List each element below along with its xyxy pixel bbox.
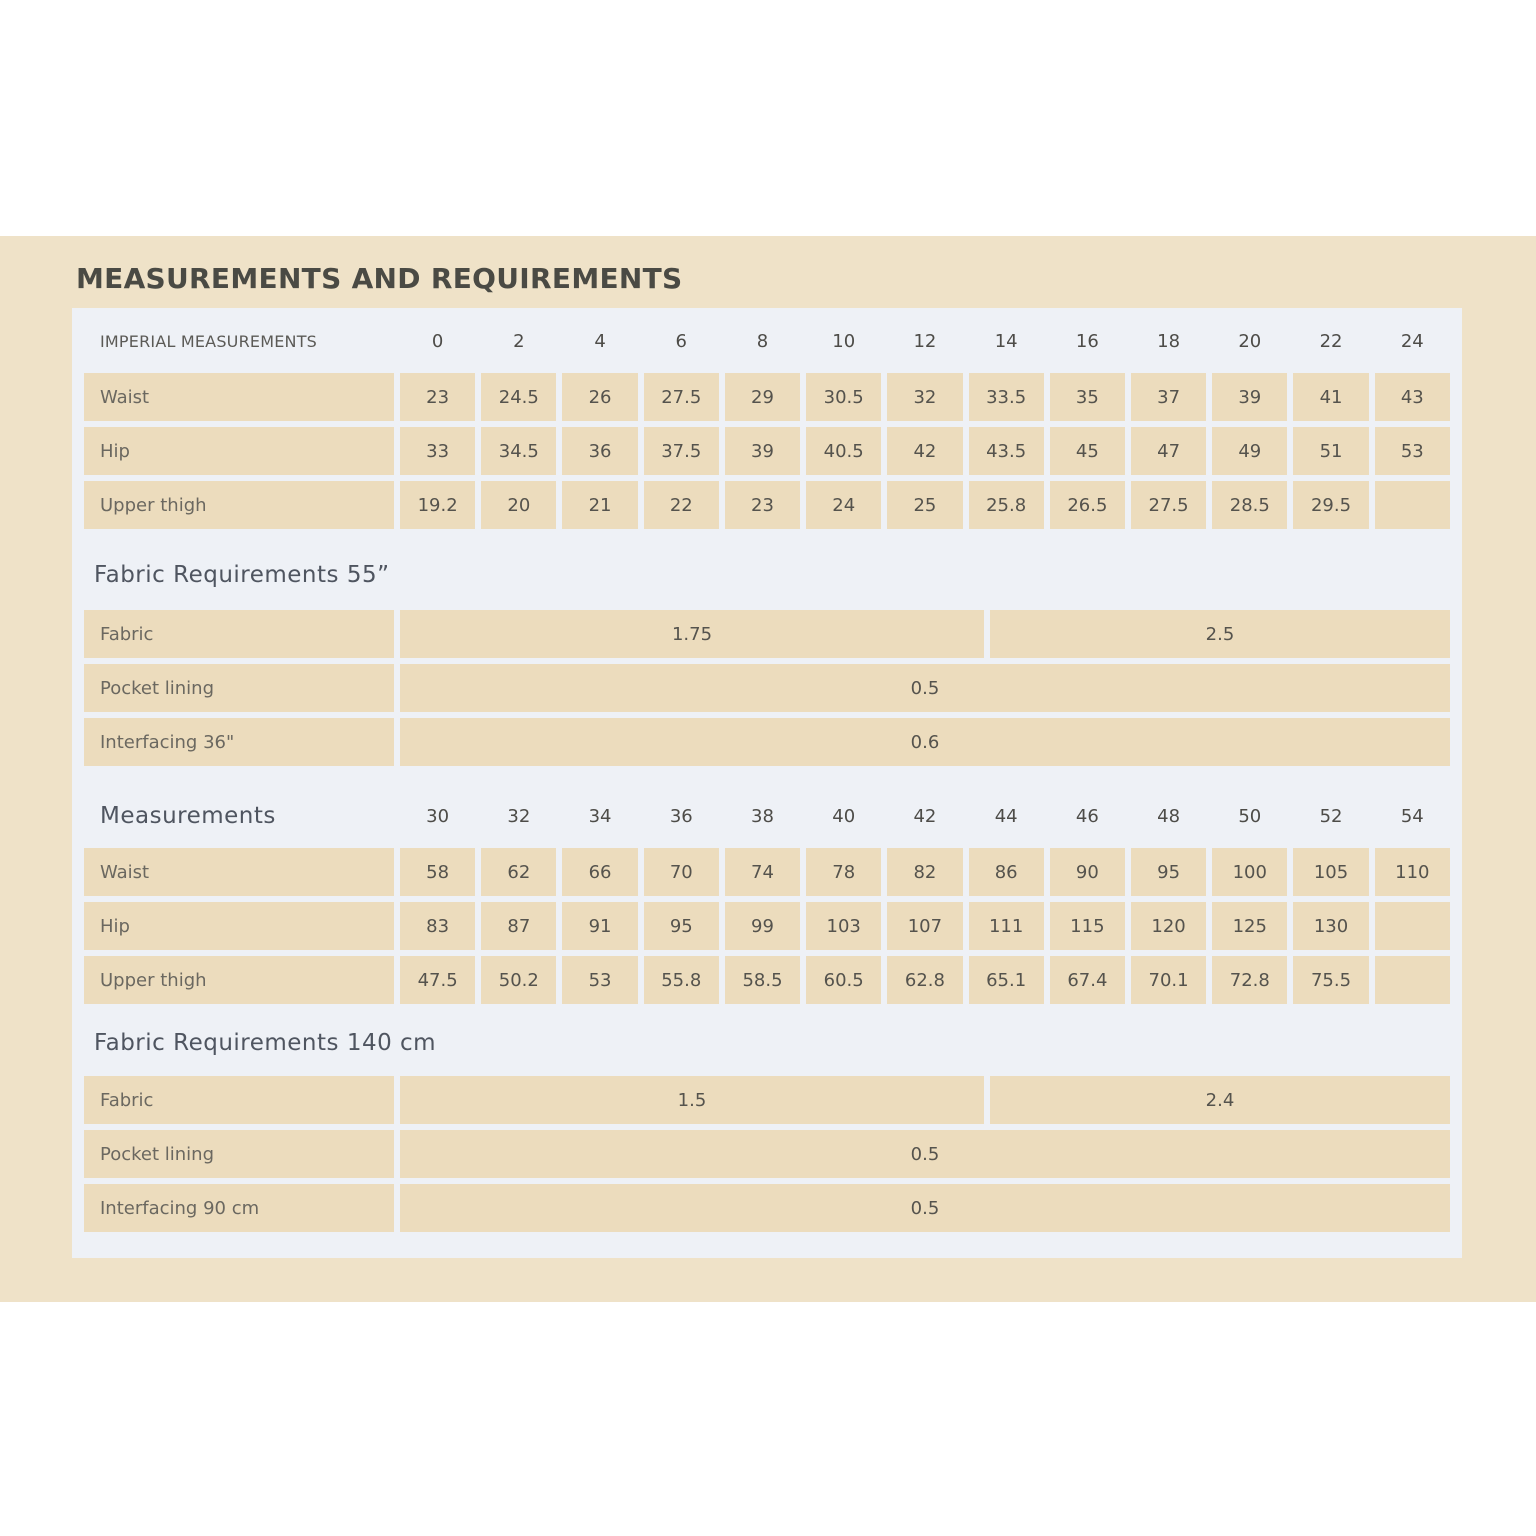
- table-cell: 41: [1293, 373, 1368, 421]
- table-cell: 87: [481, 902, 556, 950]
- size-header: 52: [1319, 805, 1343, 827]
- table-cell: 86: [969, 848, 1044, 896]
- table-row: [84, 718, 1450, 766]
- table-cell: 115: [1050, 902, 1125, 950]
- metric-fabric-table: [78, 1070, 1456, 1238]
- row-label: Pocket lining: [84, 664, 394, 712]
- table-cell: 83: [400, 902, 475, 950]
- interfacing-cell: 0.5: [400, 1184, 1450, 1232]
- table-cell: 39: [1212, 373, 1287, 421]
- size-header: 50: [1238, 805, 1262, 827]
- size-header: 12: [913, 330, 937, 352]
- table-cell: 72.8: [1212, 956, 1287, 1004]
- size-header: 22: [1319, 330, 1343, 352]
- table-cell: 21: [562, 481, 637, 529]
- table-cell: 43.5: [969, 427, 1044, 475]
- table-cell: 51: [1293, 427, 1368, 475]
- table-cell: 37: [1131, 373, 1206, 421]
- table-cell: 78: [806, 848, 881, 896]
- table-cell: 19.2: [400, 481, 475, 529]
- size-header: 24: [1400, 330, 1424, 352]
- table-cell: 39: [725, 427, 800, 475]
- table-cell: 28.5: [1212, 481, 1287, 529]
- row-label: Hip: [84, 427, 394, 475]
- table-cell: 22: [644, 481, 719, 529]
- table-cell: 27.5: [1131, 481, 1206, 529]
- table-cell: 27.5: [644, 373, 719, 421]
- table-cell: 95: [1131, 848, 1206, 896]
- fabric-cell: 1.5: [400, 1076, 984, 1124]
- table-cell: 25: [887, 481, 962, 529]
- pocket-lining-cell: 0.5: [400, 1130, 1450, 1178]
- row-label: Waist: [84, 848, 394, 896]
- table-row: [84, 956, 1450, 1004]
- size-header: 36: [669, 805, 693, 827]
- table-row: [84, 427, 1450, 475]
- pocket-lining-cell: 0.5: [400, 664, 1450, 712]
- size-header: 16: [1075, 330, 1099, 352]
- size-header: 48: [1157, 805, 1181, 827]
- table-cell: 23: [400, 373, 475, 421]
- row-label: Fabric: [84, 1076, 394, 1124]
- imperial-fabric-table: [78, 604, 1456, 772]
- size-header: 54: [1400, 805, 1424, 827]
- size-header: 18: [1157, 330, 1181, 352]
- table-cell: 20: [481, 481, 556, 529]
- table-cell: [1375, 481, 1450, 529]
- size-header: 6: [675, 330, 687, 352]
- metric-fabric-heading: Fabric Requirements 140 cm: [94, 1030, 437, 1056]
- table-cell: 62: [481, 848, 556, 896]
- table-cell: 50.2: [481, 956, 556, 1004]
- table-cell: 35: [1050, 373, 1125, 421]
- table-cell: 24: [806, 481, 881, 529]
- imperial-header-row: [84, 315, 1450, 367]
- table-cell: 32: [887, 373, 962, 421]
- table-row: [84, 848, 1450, 896]
- table-cell: 45: [1050, 427, 1125, 475]
- table-cell: 67.4: [1050, 956, 1125, 1004]
- row-label: Interfacing 36": [84, 718, 394, 766]
- table-cell: 70.1: [1131, 956, 1206, 1004]
- table-cell: 66: [562, 848, 637, 896]
- table-cell: 75.5: [1293, 956, 1368, 1004]
- metric-measurements-table: [78, 784, 1456, 1010]
- table-cell: 70: [644, 848, 719, 896]
- table-cell: 47: [1131, 427, 1206, 475]
- size-header: 32: [507, 805, 531, 827]
- table-cell: 55.8: [644, 956, 719, 1004]
- table-cell: 103: [806, 902, 881, 950]
- table-cell: 65.1: [969, 956, 1044, 1004]
- table-cell: 33: [400, 427, 475, 475]
- fabric-cell: 1.75: [400, 610, 984, 658]
- table-cell: 58: [400, 848, 475, 896]
- table-cell: [1375, 902, 1450, 950]
- table-cell: 26: [562, 373, 637, 421]
- table-cell: 37.5: [644, 427, 719, 475]
- size-header: 44: [994, 805, 1018, 827]
- interfacing-cell: 0.6: [400, 718, 1450, 766]
- table-row: [84, 373, 1450, 421]
- table-cell: 40.5: [806, 427, 881, 475]
- size-header: 2: [513, 330, 525, 352]
- table-cell: 25.8: [969, 481, 1044, 529]
- row-label: Upper thigh: [84, 481, 394, 529]
- table-cell: 53: [562, 956, 637, 1004]
- row-label: Fabric: [84, 610, 394, 658]
- fabric-cell: 2.5: [990, 610, 1450, 658]
- table-row: [84, 1130, 1450, 1178]
- fabric-cell: 2.4: [990, 1076, 1450, 1124]
- table-row: [84, 1076, 1450, 1124]
- table-cell: 125: [1212, 902, 1287, 950]
- table-cell: 107: [887, 902, 962, 950]
- size-header: 0: [431, 330, 444, 352]
- imperial-fabric-heading: Fabric Requirements 55”: [94, 562, 390, 588]
- metric-header-label: Measurements: [100, 803, 276, 829]
- size-header: 10: [832, 330, 856, 352]
- size-header: 8: [756, 330, 769, 352]
- table-cell: 90: [1050, 848, 1125, 896]
- table-row: [84, 1184, 1450, 1232]
- table-cell: 43: [1375, 373, 1450, 421]
- table-cell: 34.5: [481, 427, 556, 475]
- table-cell: 95: [644, 902, 719, 950]
- imperial-measurements-table: [78, 309, 1456, 535]
- table-cell: 99: [725, 902, 800, 950]
- table-cell: 53: [1375, 427, 1450, 475]
- table-cell: 91: [562, 902, 637, 950]
- metric-header-row: [84, 790, 1450, 842]
- table-cell: 130: [1293, 902, 1368, 950]
- size-header: 14: [994, 330, 1018, 352]
- table-cell: 100: [1212, 848, 1287, 896]
- table-cell: 105: [1293, 848, 1368, 896]
- row-label: Upper thigh: [84, 956, 394, 1004]
- row-label: Interfacing 90 cm: [84, 1184, 394, 1232]
- table-cell: 58.5: [725, 956, 800, 1004]
- table-cell: [1375, 956, 1450, 1004]
- size-header: 40: [832, 805, 856, 827]
- table-cell: 110: [1375, 848, 1450, 896]
- size-header: 30: [426, 805, 450, 827]
- size-header: 46: [1075, 805, 1099, 827]
- size-header: 4: [594, 330, 606, 352]
- page-title: MEASUREMENTS AND REQUIREMENTS: [76, 262, 683, 295]
- table-cell: 24.5: [481, 373, 556, 421]
- table-cell: 74: [725, 848, 800, 896]
- table-row: [84, 902, 1450, 950]
- table-cell: 47.5: [400, 956, 475, 1004]
- table-cell: 120: [1131, 902, 1206, 950]
- size-header: 20: [1238, 330, 1262, 352]
- table-cell: 29: [725, 373, 800, 421]
- table-cell: 29.5: [1293, 481, 1368, 529]
- size-header: 38: [751, 805, 774, 827]
- table-cell: 62.8: [887, 956, 962, 1004]
- table-row: [84, 664, 1450, 712]
- table-cell: 82: [887, 848, 962, 896]
- table-cell: 33.5: [969, 373, 1044, 421]
- size-header: 34: [588, 805, 612, 827]
- table-cell: 42: [887, 427, 962, 475]
- table-cell: 49: [1212, 427, 1287, 475]
- table-cell: 26.5: [1050, 481, 1125, 529]
- row-label: Hip: [84, 902, 394, 950]
- table-row: [84, 481, 1450, 529]
- row-label: Pocket lining: [84, 1130, 394, 1178]
- table-cell: 60.5: [806, 956, 881, 1004]
- row-label: Waist: [84, 373, 394, 421]
- imperial-header-label: IMPERIAL MEASUREMENTS: [100, 331, 318, 351]
- table-cell: 23: [725, 481, 800, 529]
- size-header: 42: [913, 805, 937, 827]
- table-cell: 30.5: [806, 373, 881, 421]
- table-cell: 36: [562, 427, 637, 475]
- table-row: [84, 610, 1450, 658]
- table-cell: 111: [969, 902, 1044, 950]
